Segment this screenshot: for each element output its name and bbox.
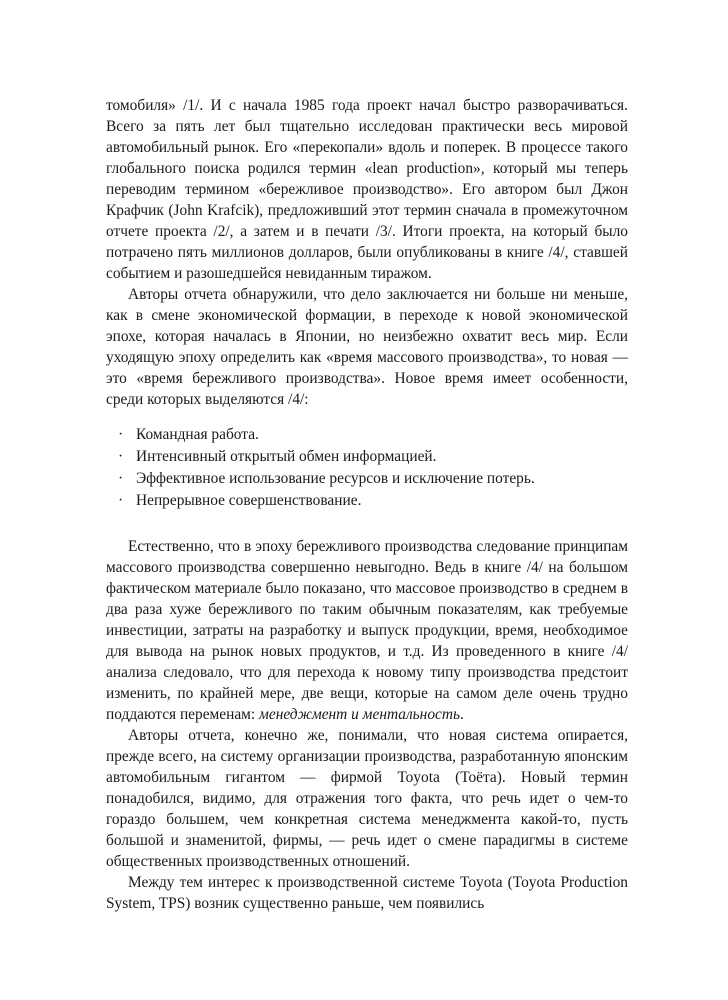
paragraph-toyota-system: Авторы отчета, конечно же, понимали, что новая система опирается, прежде всего, на систему организации производства, разработанную японским автомобильным гигантом — фирмой Toyota (Тоёта). Новый термин понадобился, видимо, для отражения того факта, что речь идет о чем-то гораздо большем, чем конкретная система менеджмента какой-то, пусть большой и знаменитой, фирмы, — речь идет о смене парадигмы в системе общественных производственных отношений. <box>106 727 628 870</box>
features-list <box>106 424 628 512</box>
list-item: · Эффективное использование ресурсов и исключение потерь. <box>106 468 628 490</box>
spacer <box>106 512 628 536</box>
paragraph-tps-interest: Между тем интерес к производственной системе Toyota (Toyota Production System, TPS) возник существенно раньше, чем появились <box>106 874 628 912</box>
paragraph-continuation: томобиля» /1/. И с начала 1985 года проект начал быстро разворачиваться. Всего за пять лет был тщательно исследован практически весь мировой автомобильный рынок. Его «перекопали» вдоль и поперек. В процессе такого глобального поиска родился термин «lean production», который мы теперь переводим термином «бережливое производство». Его автором был Джон Крафчик (John Krafcik), предложивший этот термин сначала в промежуточном отчете проекта /2/, а затем и в печати /3/. Итоги проекта, на который было потрачено пять миллионов долларов, были опубликованы в книге /4/, ставшей событием и разошедшейся невиданным тиражом. <box>106 97 628 282</box>
list-item: · Командная работа. <box>106 424 628 446</box>
emphasis-text: менеджмент и ментальность <box>259 706 460 723</box>
paragraph-lean-vs-mass <box>106 536 628 725</box>
paragraph-text: Естественно, что в эпоху бережливого производства следование принципам массового производства совершенно невыгодно. Ведь в книге /4/ на большом фактическом материале было показано, что массовое производство в среднем в два раза хуже бережливого по таким обычным показателям, как требуемые инвестиции, затраты на разработку и выпуск продукции, время, необходимое для вывода на рынок новых продуктов, и т.д. Из проведенного в книге /4/ анализа следовало, что для перехода к новому типу производства предстоит изменить, по крайней мере, две вещи, которые на самом деле очень трудно поддаются переменам: <box>106 538 628 723</box>
paragraph-end: . <box>459 706 464 723</box>
document-page <box>106 95 628 914</box>
list-item: · Интенсивный открытый обмен информацией. <box>106 446 628 468</box>
list-item: · Непрерывное совершенствование. <box>106 490 628 512</box>
paragraph-report-findings: Авторы отчета обнаружили, что дело заключается ни больше ни меньше, как в смене экономической формации, в переходе к новой экономической эпохе, которая началась в Японии, но неизбежно охватит весь мир. Если уходящую эпоху определить как «время массового производства», то новая — это «время бережливого производства». Новое время имеет особенности, среди которых выделяются /4/: <box>106 286 628 408</box>
